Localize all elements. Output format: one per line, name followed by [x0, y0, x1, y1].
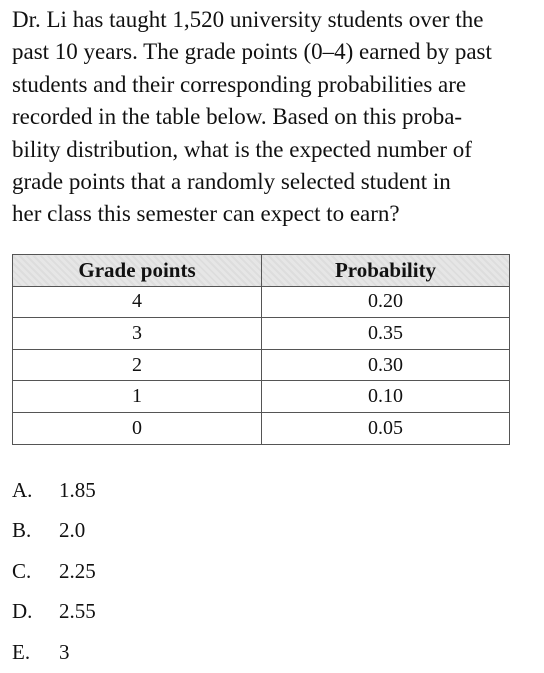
probability-cell: 0.20: [262, 286, 510, 318]
table-row: [13, 349, 510, 381]
grade-probability-table: [12, 254, 510, 445]
question-line: past 10 years. The grade points (0–4) earned by past: [12, 39, 492, 65]
probability-cell: 0.05: [262, 412, 510, 444]
probability-cell: 0.30: [262, 349, 510, 381]
probability-cell: 0.10: [262, 381, 510, 413]
question-line: students and their corresponding probabilities are: [12, 71, 467, 97]
grade-points-cell: 0: [13, 412, 262, 444]
header-probability: Probability: [262, 255, 510, 287]
grade-points-cell: 3: [13, 318, 262, 350]
choice-value: 1.85: [59, 477, 96, 502]
choice-letter: B.: [12, 518, 32, 543]
question-line: her class this semester can expect to earn?: [12, 201, 400, 227]
table-row: [13, 286, 510, 318]
choice-letter: D.: [12, 599, 33, 624]
question-line: grade points that a randomly selected student in: [12, 169, 451, 195]
question-line: Dr. Li has taught 1,520 university students over the: [12, 7, 484, 32]
choice-value: 2.55: [59, 599, 96, 624]
grade-points-cell: 4: [13, 286, 262, 318]
choice-value: 2.0: [59, 518, 86, 543]
choice-b[interactable]: [12, 511, 96, 552]
question-line: bility distribution, what is the expected number of: [12, 136, 472, 162]
grade-points-cell: 1: [13, 381, 262, 413]
choice-letter: A.: [12, 477, 33, 502]
question-text: [12, 4, 522, 231]
answer-choices: [12, 470, 96, 673]
question-line: recorded in the table below. Based on this proba-: [12, 104, 463, 130]
choice-value: 3: [59, 639, 70, 664]
choice-e[interactable]: [12, 632, 96, 673]
table-row: [13, 381, 510, 413]
header-grade-points: Grade points: [13, 255, 262, 287]
table-row: [13, 318, 510, 350]
choice-d[interactable]: [12, 592, 96, 633]
table-row: [13, 412, 510, 444]
choice-value: 2.25: [59, 558, 96, 583]
choice-c[interactable]: [12, 551, 96, 592]
choice-letter: E.: [12, 639, 31, 664]
choice-letter: C.: [12, 558, 32, 583]
grade-points-cell: 2: [13, 349, 262, 381]
choice-a[interactable]: [12, 470, 96, 511]
probability-cell: 0.35: [262, 318, 510, 350]
table-header-row: [13, 255, 510, 287]
